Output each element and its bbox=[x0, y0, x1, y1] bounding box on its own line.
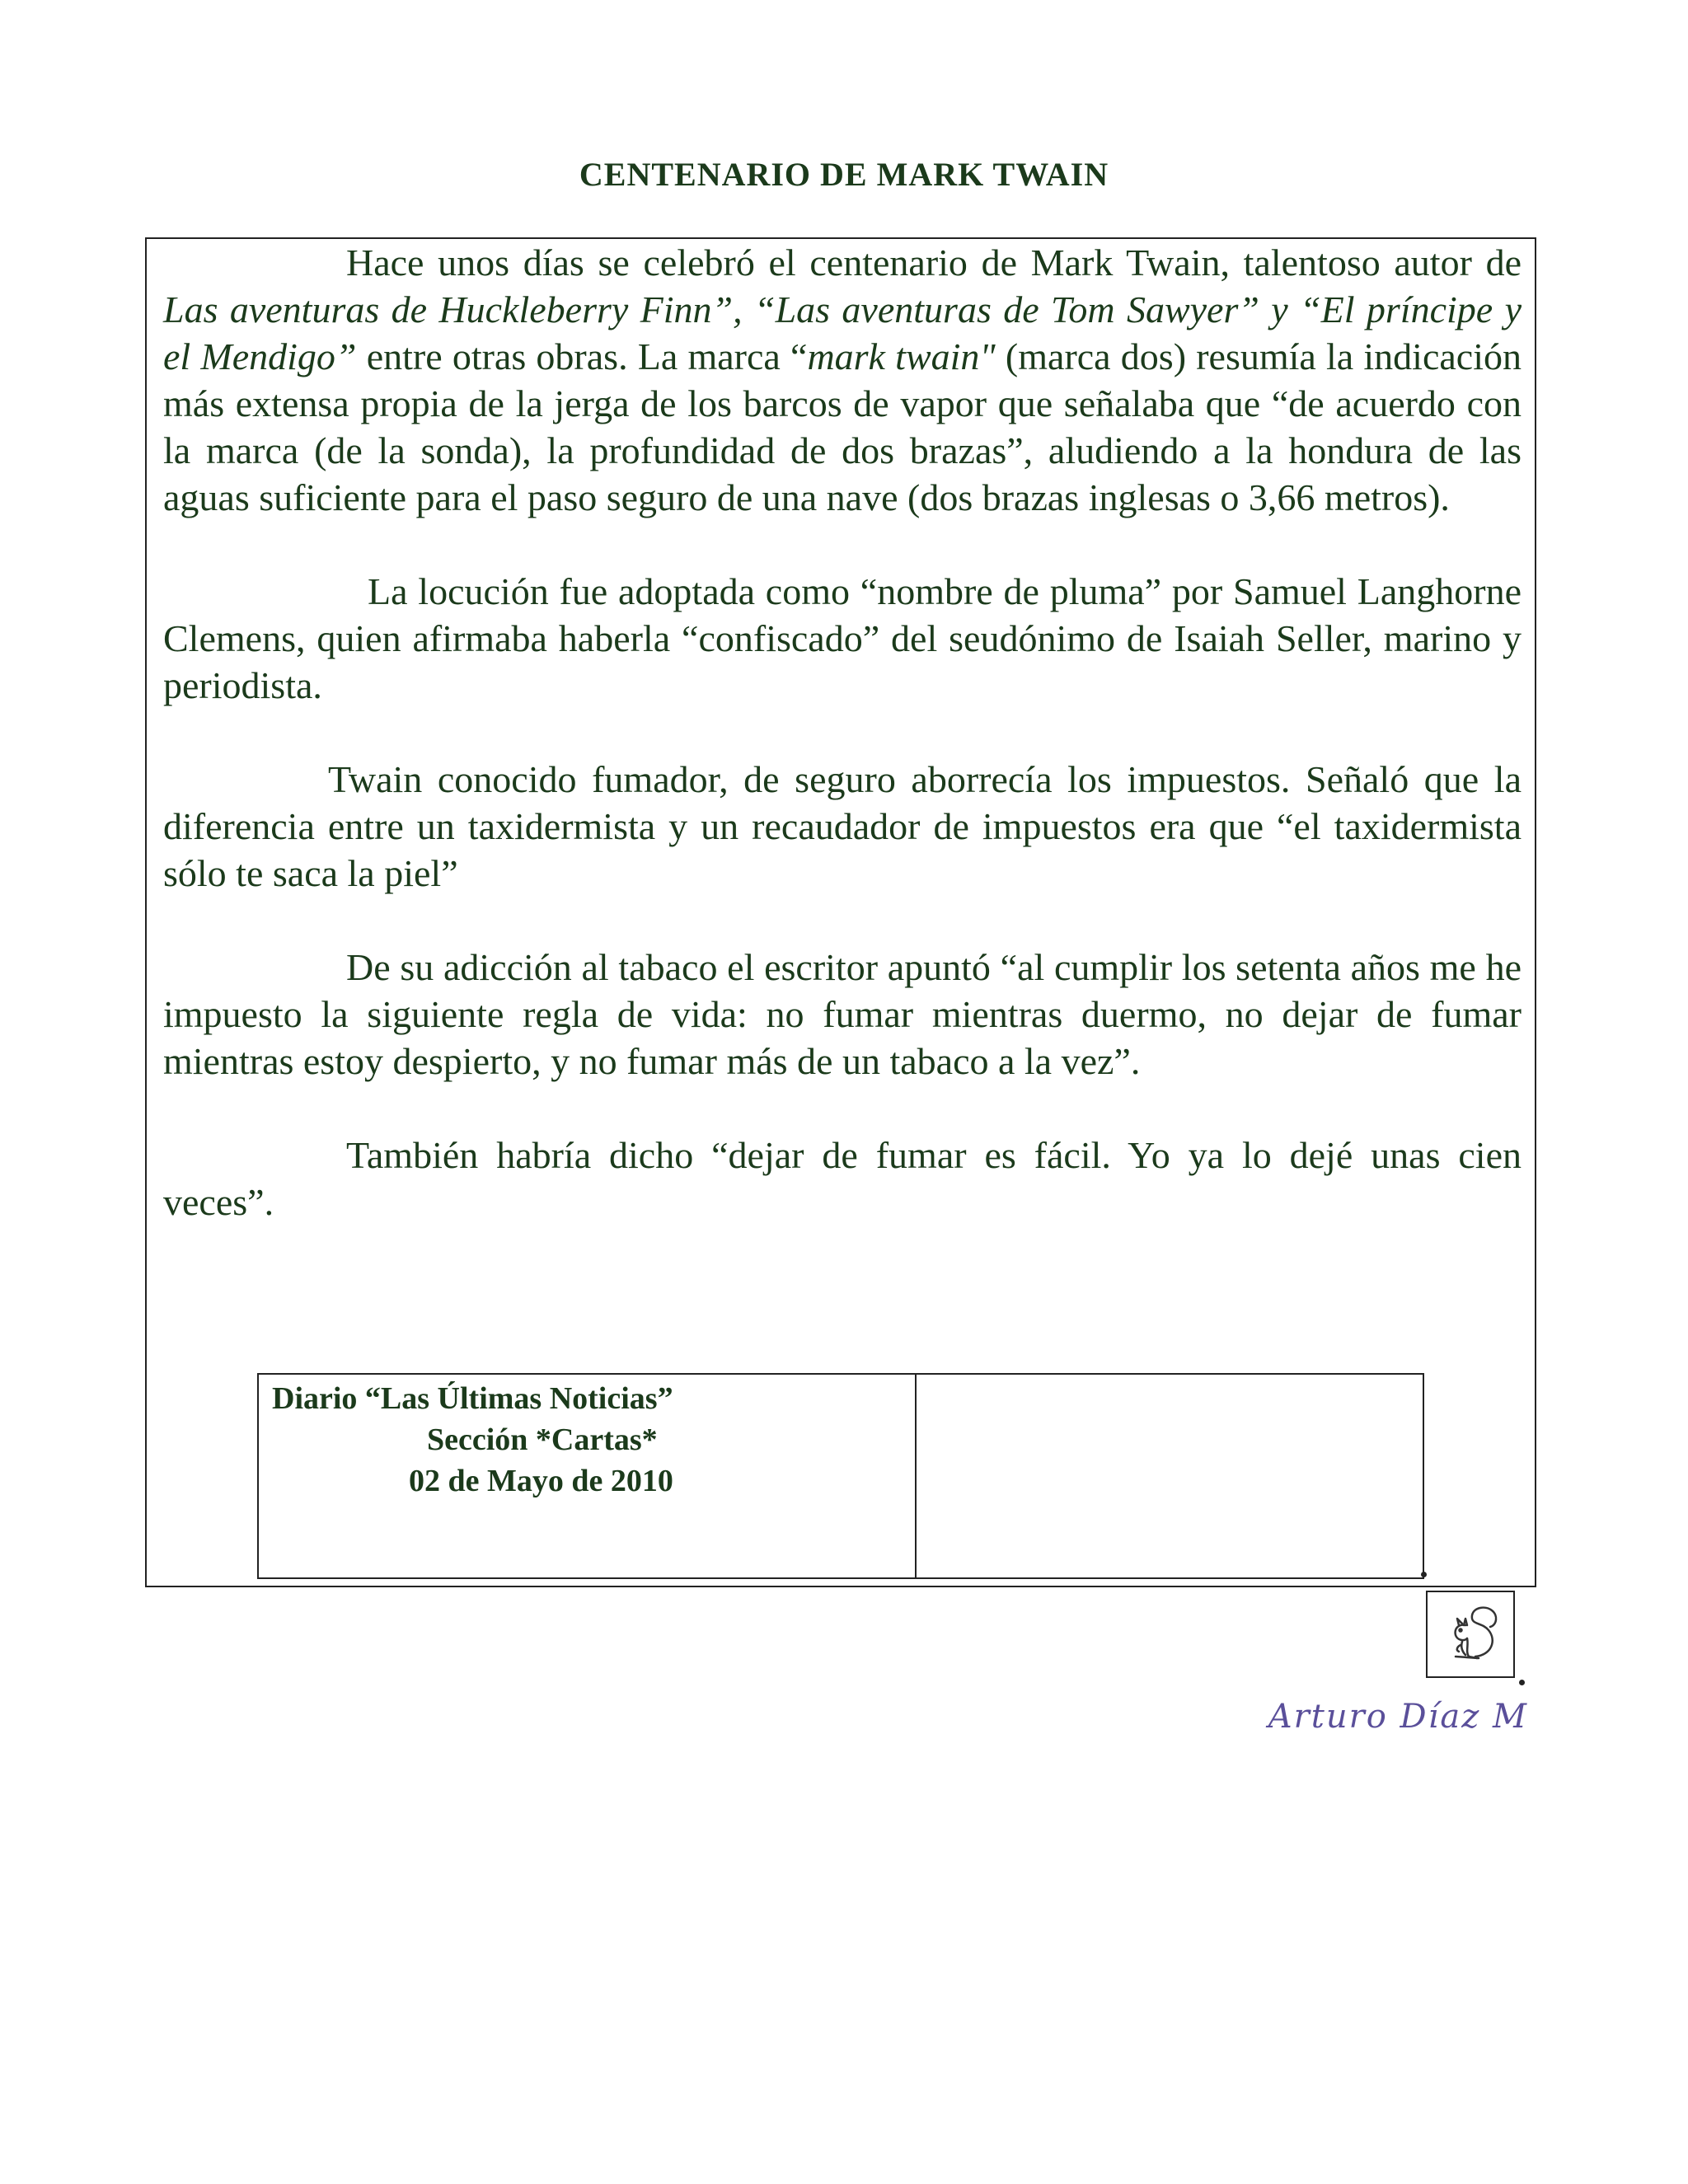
book-titles: Las aventuras de Huckleberry Finn”, “Las aventuras de Tom Sawyer” y “El príncipe y el Mendigo” bbox=[163, 288, 1522, 377]
article-body bbox=[163, 239, 1522, 1272]
decorative-dot bbox=[1421, 1572, 1427, 1577]
paragraph-3 bbox=[163, 756, 1522, 897]
paragraph-3-text: Twain conocido fumador, de seguro aborrecía los impuestos. Señaló que la diferencia entre un taxidermista y un recaudador de impuestos era que “el taxidermista sólo te saca la piel” bbox=[163, 758, 1522, 894]
source-section: Sección *Cartas* bbox=[427, 1422, 658, 1457]
page-title: CENTENARIO DE MARK TWAIN bbox=[579, 156, 1109, 193]
source-empty-cell bbox=[917, 1375, 1423, 1577]
paragraph-5-text: También habría dicho “dejar de fumar es fácil. Yo ya lo dejé unas cien veces”. bbox=[163, 1134, 1522, 1223]
squirrel-logo-icon bbox=[1428, 1592, 1513, 1676]
paragraph-2-text: La locución fue adoptada como “nombre de pluma” por Samuel Langhorne Clemens, quien afirmaba haberla “confiscado” del seudónimo de Isaiah Seller, marino y periodista. bbox=[163, 570, 1522, 706]
source-newspaper: Diario “Las Últimas Noticias” bbox=[272, 1381, 673, 1416]
paragraph-1-text-a: Hace unos días se celebró el centenario de Mark Twain, talentoso autor de bbox=[346, 241, 1522, 284]
paragraph-5 bbox=[163, 1132, 1522, 1226]
mark-twain-phrase: mark twain" bbox=[807, 335, 996, 377]
source-table bbox=[257, 1373, 1424, 1579]
decorative-dot-2 bbox=[1519, 1680, 1525, 1685]
paragraph-1 bbox=[163, 239, 1522, 521]
paragraph-4 bbox=[163, 944, 1522, 1085]
article-frame bbox=[145, 237, 1536, 1587]
source-date: 02 de Mayo de 2010 bbox=[409, 1464, 673, 1498]
paragraph-4-text: De su adicción al tabaco el escritor apuntó “al cumplir los setenta años me he impuesto la siguiente regla de vida: no fumar mientras duermo, no dejar de fumar mientras estoy despierto, y no fumar más de un tabaco a la vez”. bbox=[163, 946, 1522, 1082]
paragraph-1-text-c: (marca dos) resumía la indicación más extensa propia de la jerga de los barcos de vapor que señalaba que “de acuerdo con la marca (de la sonda), la profundidad de dos brazas”, aludiendo a la hondura de las aguas suficiente para el paso seguro de una nave (dos brazas inglesas o 3,66 metros). bbox=[163, 335, 1522, 518]
source-citation bbox=[259, 1375, 917, 1577]
paragraph-1-text-b: entre otras obras. La marca “ bbox=[356, 335, 808, 377]
logo-box bbox=[1426, 1591, 1515, 1678]
author-signature: Arturo Díaz M bbox=[1268, 1698, 1528, 1736]
paragraph-2 bbox=[163, 568, 1522, 709]
